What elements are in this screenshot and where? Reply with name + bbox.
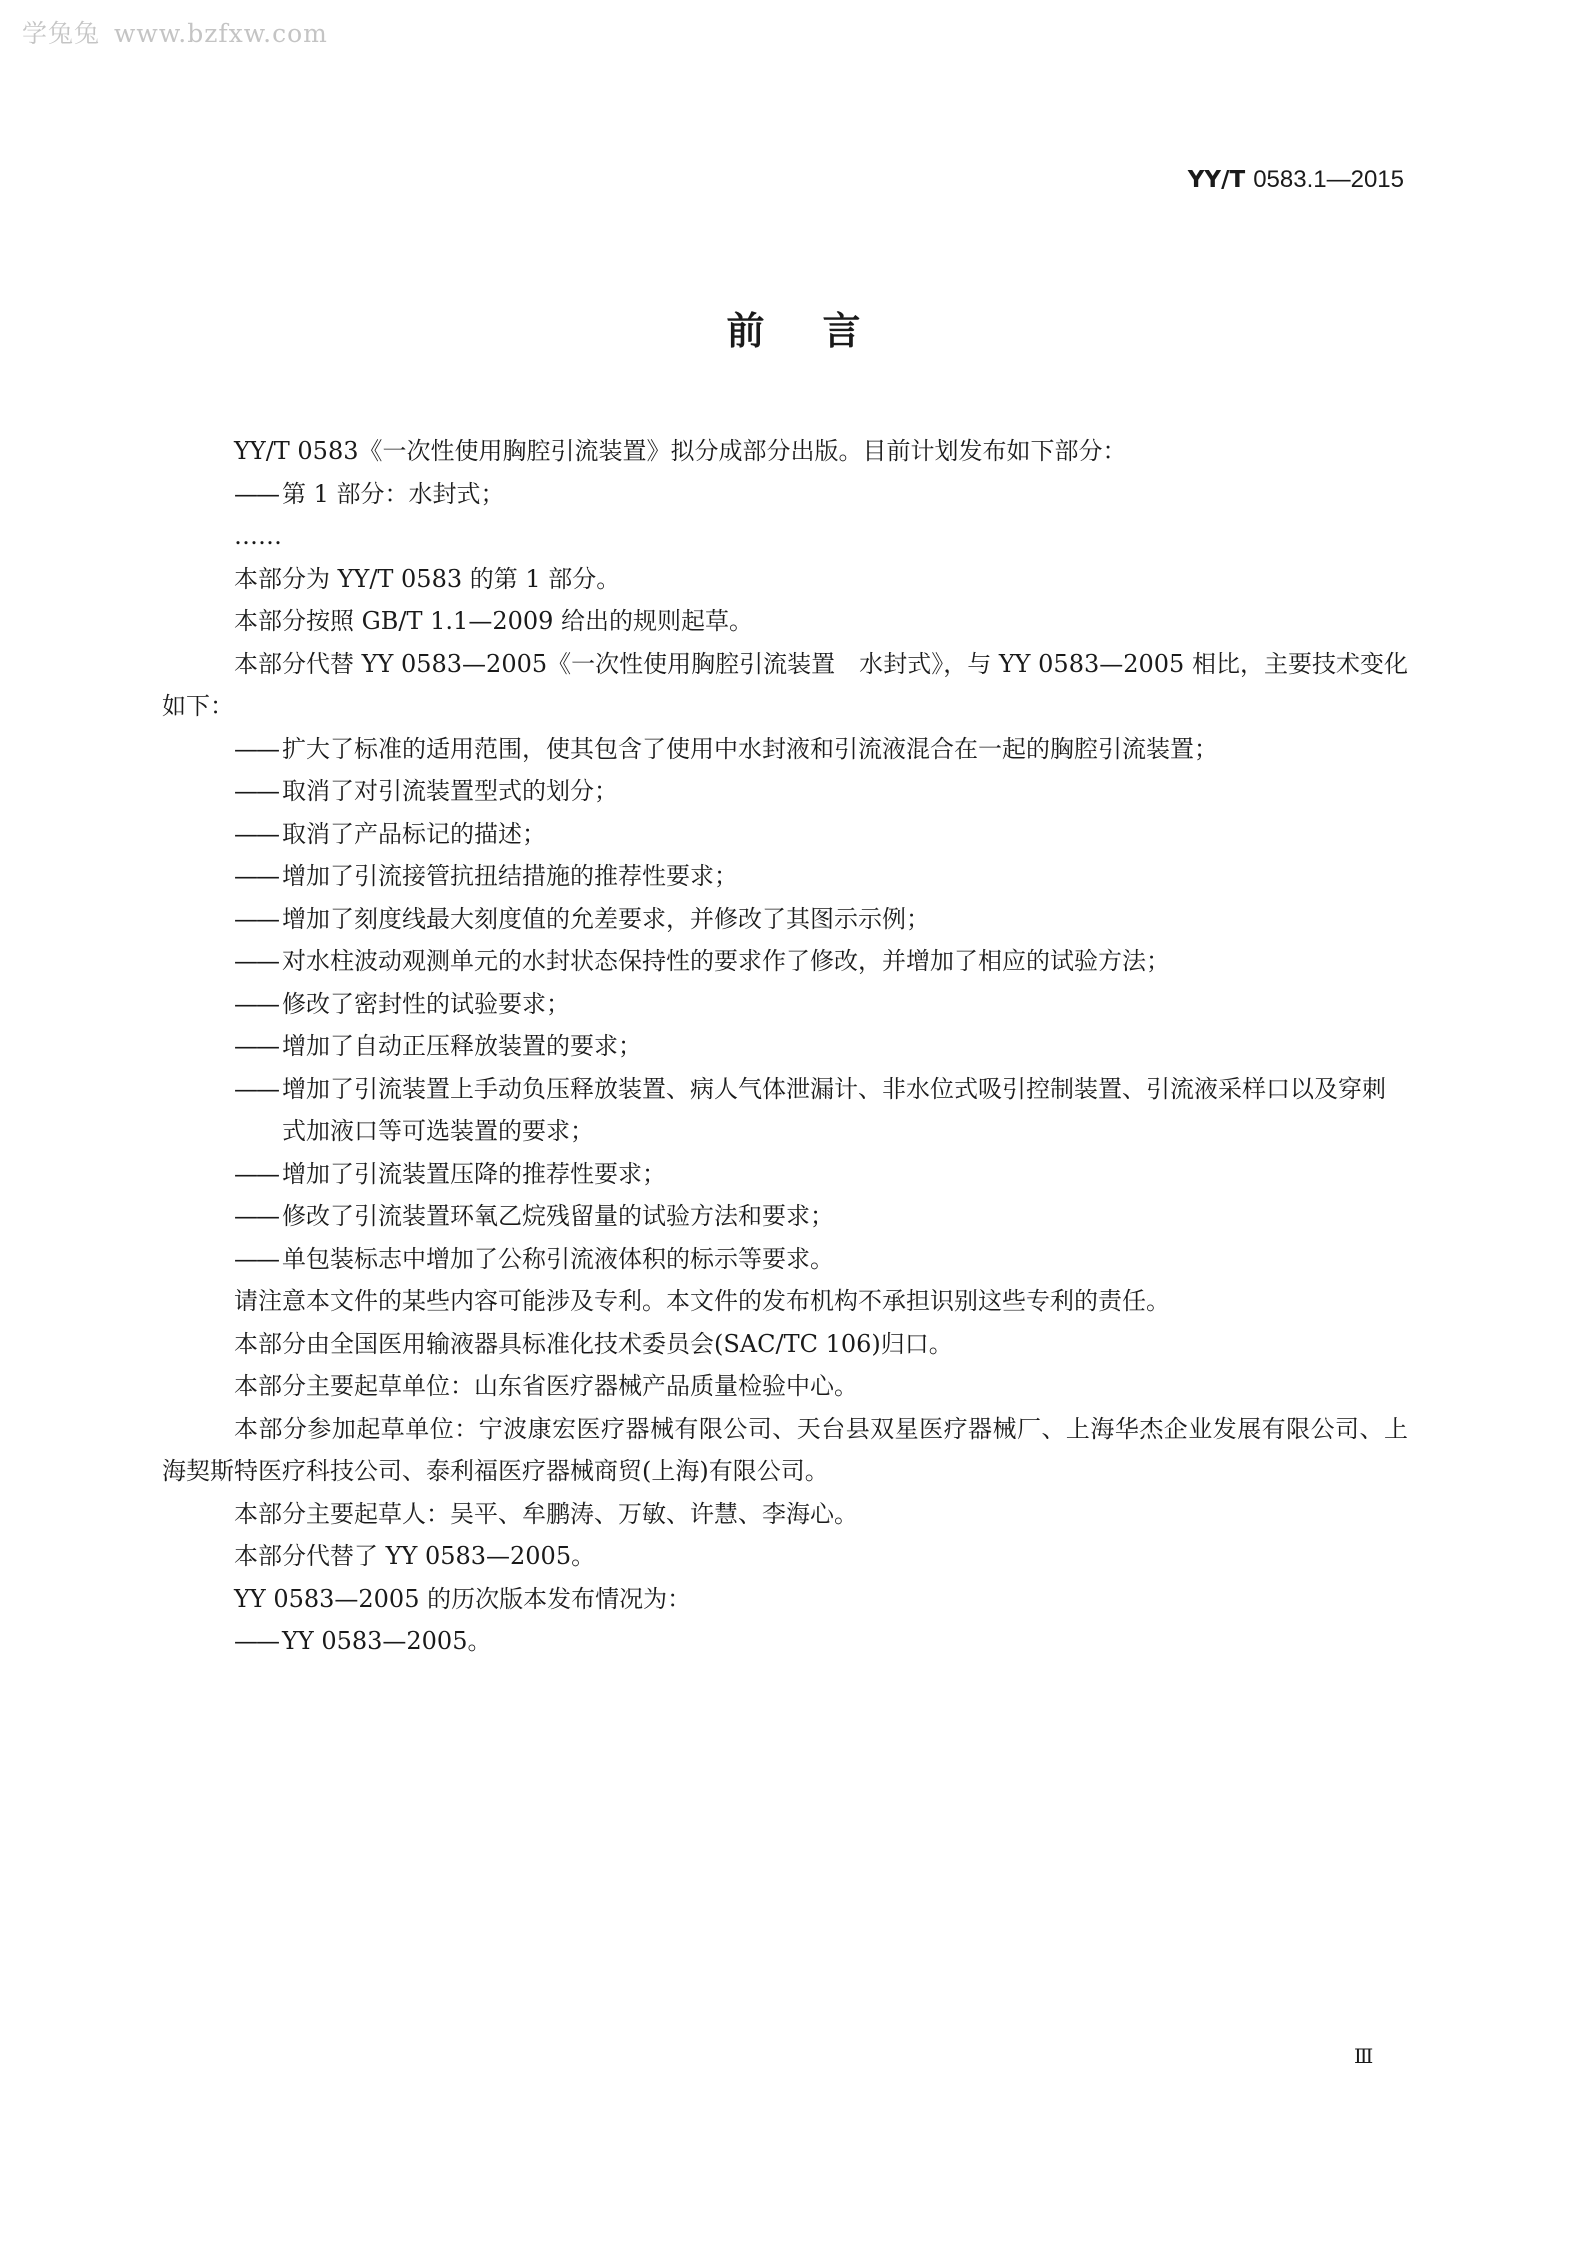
watermark xyxy=(22,14,328,50)
change-text: 取消了产品标记的描述； xyxy=(282,819,546,848)
change-item xyxy=(162,940,1408,983)
dash-marker: —— xyxy=(234,819,278,848)
page-title: 前言 xyxy=(726,309,919,353)
standard-number xyxy=(1188,166,1404,194)
change-item xyxy=(162,1025,1408,1068)
watermark-brand: 学兔兔 xyxy=(22,19,101,48)
standard-prefix: YY/T xyxy=(1187,167,1246,193)
dash-marker: —— xyxy=(234,1202,278,1230)
change-text: 取消了对引流装置型式的划分； xyxy=(282,777,618,805)
dash-marker: —— xyxy=(234,1074,278,1103)
document-body xyxy=(162,430,1408,1663)
watermark-url: www.bzfxw.com xyxy=(114,19,328,48)
change-item xyxy=(162,1153,1408,1196)
change-text: 单包装标志中增加了公称引流液体积的标示等要求。 xyxy=(282,1244,834,1273)
dash-marker: —— xyxy=(234,989,278,1018)
dash-marker: —— xyxy=(234,479,278,508)
dash-marker: —— xyxy=(234,777,278,805)
dash-marker: —— xyxy=(234,1159,278,1188)
dash-marker: —— xyxy=(234,947,278,975)
patent-notice: 请注意本文件的某些内容可能涉及专利。本文件的发布机构不承担识别这些专利的责任。 xyxy=(234,1287,1170,1315)
change-text: 增加了引流接管抗扭结措施的推荐性要求； xyxy=(282,862,738,890)
intro-paragraph: YY/T 0583《一次性使用胸腔引流装置》拟分成部分出版。目前计划发布如下部分： xyxy=(234,437,1127,465)
history-intro: YY 0583—2005 的历次版本发布情况为： xyxy=(234,1584,692,1613)
main-drafting-unit: 本部分主要起草单位：山东省医疗器械产品质量检验中心。 xyxy=(234,1372,858,1400)
replaces-statement: 本部分代替了 YY 0583—2005。 xyxy=(234,1542,596,1570)
history-text: YY 0583—2005。 xyxy=(282,1627,492,1655)
history-item xyxy=(162,1620,1408,1663)
change-item xyxy=(162,770,1408,813)
dash-marker: —— xyxy=(234,1032,278,1060)
dash-marker: —— xyxy=(234,1627,278,1655)
change-text: 扩大了标准的适用范围，使其包含了使用中水封液和引流液混合在一起的胸腔引流装置； xyxy=(282,734,1218,763)
part-list-item xyxy=(162,473,1408,516)
change-item xyxy=(162,1195,1408,1238)
change-item xyxy=(162,1068,1408,1153)
change-text: 增加了刻度线最大刻度值的允差要求，并修改了其图示示例； xyxy=(282,904,930,933)
dash-marker: —— xyxy=(234,734,278,763)
centralized-by: 本部分由全国医用输液器具标准化技术委员会(SAC/TC 106)归口。 xyxy=(234,1329,953,1358)
dash-marker: —— xyxy=(234,904,278,933)
change-item xyxy=(162,983,1408,1026)
main-drafters: 本部分主要起草人：吴平、牟鹏涛、万敏、许慧、李海心。 xyxy=(234,1499,858,1528)
participating-units: 本部分参加起草单位：宁波康宏医疗器械有限公司、天台县双星医疗器械厂、上海华杰企业发展有限公司、上海契斯特医疗科技公司、泰利福医疗器械商贸(上海)有限公司。 xyxy=(162,1414,1408,1485)
change-text: 修改了密封性的试验要求； xyxy=(282,989,570,1018)
change-item xyxy=(162,813,1408,856)
change-text: 对水柱波动观测单元的水封状态保持性的要求作了修改，并增加了相应的试验方法； xyxy=(282,947,1170,975)
replacement-statement: 本部分代替 YY 0583—2005《一次性使用胸腔引流装置 水封式》，与 YY 0583—2005 相比，主要技术变化如下： xyxy=(162,649,1408,720)
change-item xyxy=(162,1238,1408,1281)
changes-list xyxy=(162,728,1408,1281)
dash-marker: —— xyxy=(234,1244,278,1273)
standard-code: 0583.1—2015 xyxy=(1253,166,1404,193)
change-text: 增加了引流装置压降的推荐性要求； xyxy=(282,1159,666,1188)
drafting-rules: 本部分按照 GB/T 1.1—2009 给出的规则起草。 xyxy=(234,607,754,635)
change-item xyxy=(162,855,1408,898)
dash-marker: —— xyxy=(234,862,278,890)
change-text: 修改了引流装置环氧乙烷残留量的试验方法和要求； xyxy=(282,1202,834,1230)
change-text: 增加了自动正压释放装置的要求； xyxy=(282,1032,642,1060)
ellipsis: …… xyxy=(234,522,282,550)
part-list-text: 第 1 部分：水封式； xyxy=(282,479,505,508)
part-statement: 本部分为 YY/T 0583 的第 1 部分。 xyxy=(234,564,621,593)
page-number: Ⅲ xyxy=(1354,2044,1373,2068)
change-text: 增加了引流装置上手动负压释放装置、病人气体泄漏计、非水位式吸引控制装置、引流液采样口以及穿刺式加液口等可选装置的要求； xyxy=(282,1074,1386,1145)
change-item xyxy=(162,898,1408,941)
change-item xyxy=(162,728,1408,771)
